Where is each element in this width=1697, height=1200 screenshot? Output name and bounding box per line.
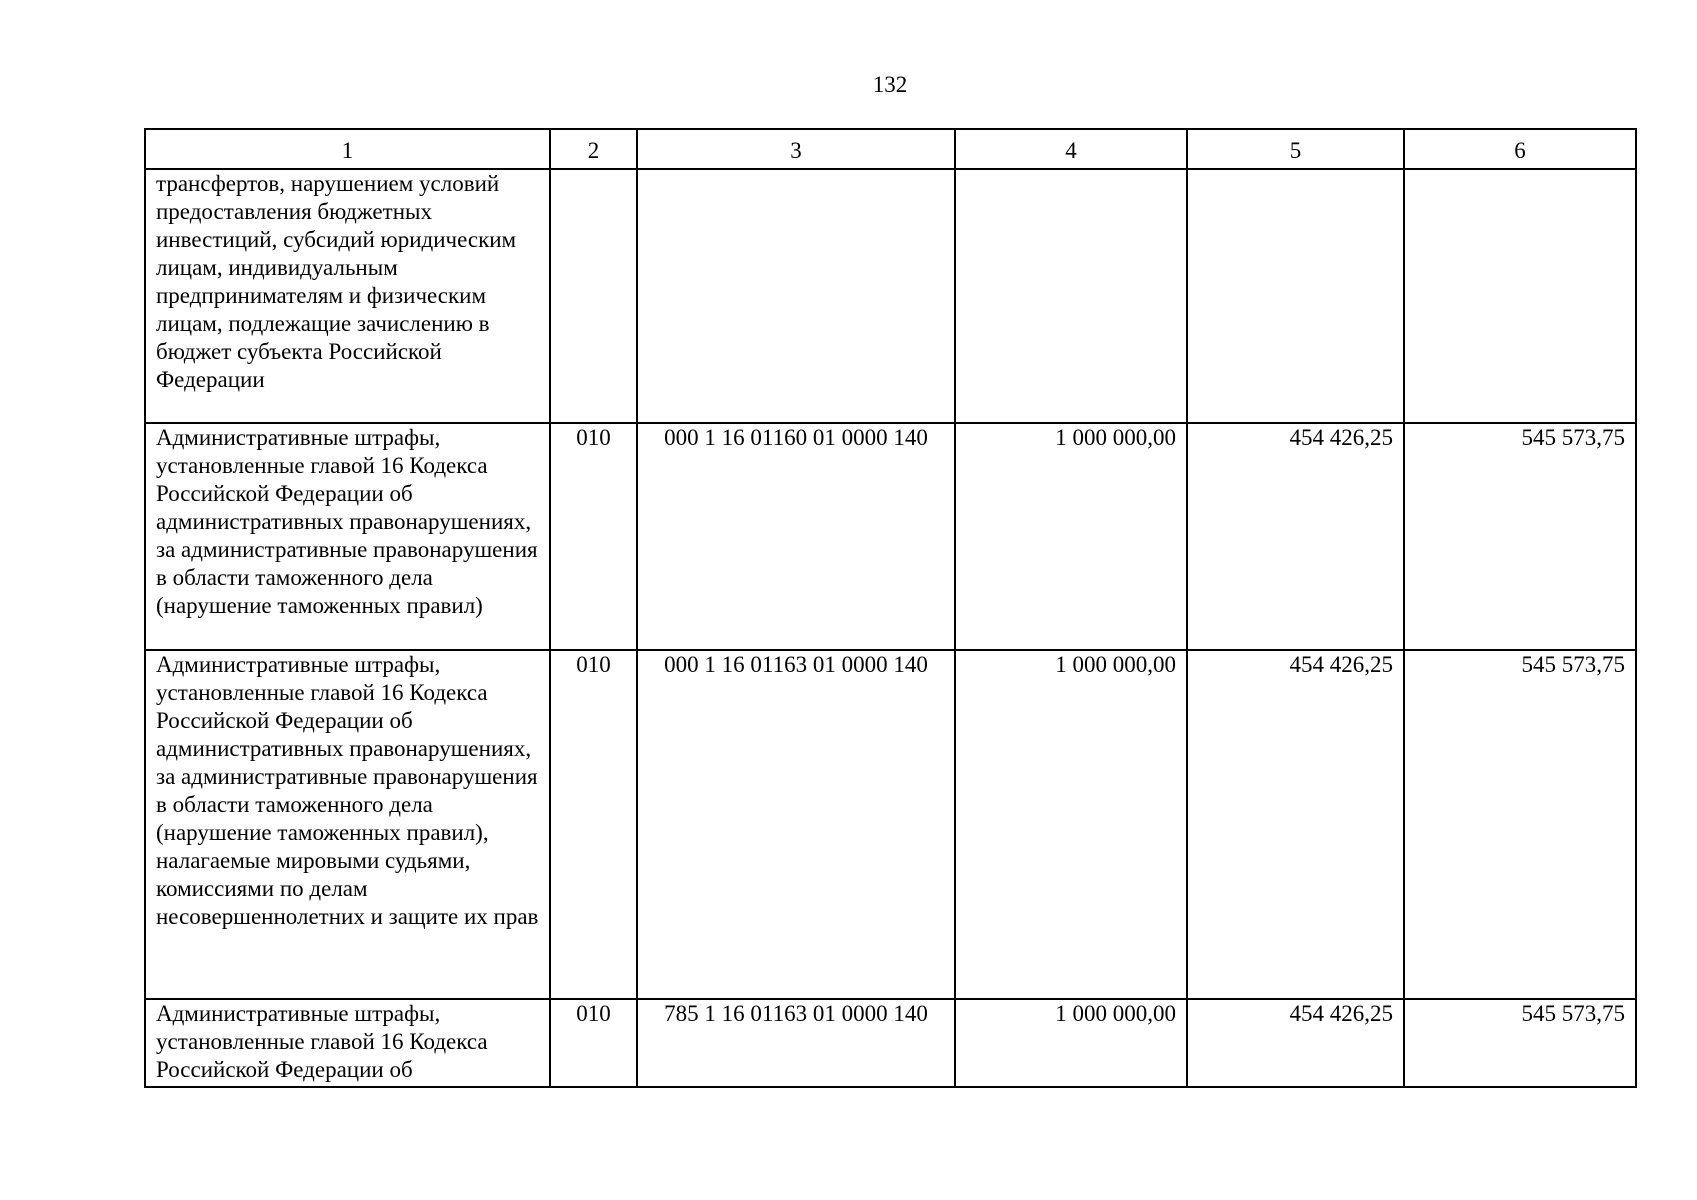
- row-planned: 1 000 000,00: [955, 650, 1187, 999]
- row-code: 010: [550, 999, 637, 1087]
- header-row: [145, 129, 1636, 169]
- table-row: [145, 169, 1636, 423]
- table-body: [145, 169, 1636, 1087]
- table-row: [145, 423, 1636, 650]
- row-planned: 1 000 000,00: [955, 999, 1187, 1087]
- report-table: [144, 128, 1637, 1088]
- header-col-1: 1: [145, 129, 550, 169]
- header-col-2: 2: [550, 129, 637, 169]
- row-planned: [955, 169, 1187, 423]
- row-code: 010: [550, 423, 637, 650]
- row-code: [550, 169, 637, 423]
- row-kbk: 785 1 16 01163 01 0000 140: [637, 999, 955, 1087]
- row-executed: 454 426,25: [1187, 650, 1404, 999]
- row-kbk: [637, 169, 955, 423]
- row-kbk: 000 1 16 01163 01 0000 140: [637, 650, 955, 999]
- row-remaining: [1404, 169, 1636, 423]
- row-code: 010: [550, 650, 637, 999]
- row-name: Административные штрафы, установленные главой 16 Кодекса Российской Федерации об: [145, 999, 550, 1087]
- row-executed: 454 426,25: [1187, 999, 1404, 1087]
- row-executed: [1187, 169, 1404, 423]
- row-remaining: 545 573,75: [1404, 999, 1636, 1087]
- header-col-6: 6: [1404, 129, 1636, 169]
- row-executed: 454 426,25: [1187, 423, 1404, 650]
- row-remaining: 545 573,75: [1404, 650, 1636, 999]
- header-col-5: 5: [1187, 129, 1404, 169]
- header-col-4: 4: [955, 129, 1187, 169]
- table-row: [145, 650, 1636, 999]
- row-name: Административные штрафы, установленные главой 16 Кодекса Российской Федерации об административных правонарушениях, за административные правонарушения в области таможенного дела (нарушение таможенных правил): [145, 423, 550, 650]
- row-kbk: 000 1 16 01160 01 0000 140: [637, 423, 955, 650]
- table-row: [145, 999, 1636, 1087]
- table-header: [145, 129, 1636, 169]
- row-name: Административные штрафы, установленные главой 16 Кодекса Российской Федерации об административных правонарушениях, за административные правонарушения в области таможенного дела (нарушение таможенных правил), налагаемые мировыми судьями, комиссиями по делам несовершеннолетних и защите их прав: [145, 650, 550, 999]
- row-remaining: 545 573,75: [1404, 423, 1636, 650]
- row-planned: 1 000 000,00: [955, 423, 1187, 650]
- row-name: трансфертов, нарушением условий предоставления бюджетных инвестиций, субсидий юридическим лицам, индивидуальным предпринимателям и физическим лицам, подлежащие зачислению в бюджет субъекта Российской Федерации: [145, 169, 550, 423]
- page-number: 132: [872, 72, 908, 97]
- header-col-3: 3: [637, 129, 955, 169]
